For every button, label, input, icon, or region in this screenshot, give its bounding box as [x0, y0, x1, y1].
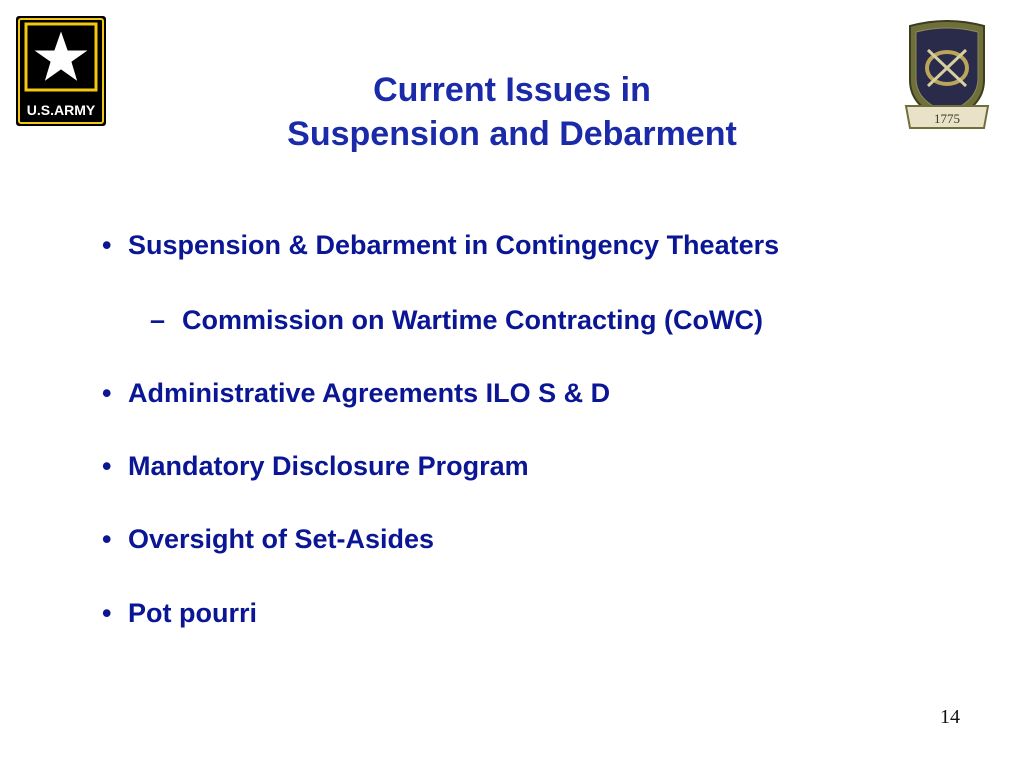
bullet-item: [102, 597, 257, 629]
bullet-text: Mandatory Disclosure Program: [128, 451, 529, 481]
sub-bullet-item: [150, 304, 763, 336]
bullet-item: [102, 450, 529, 482]
bullet-marker: •: [102, 598, 112, 628]
bullet-text: Suspension & Debarment in Contingency Theaters: [128, 230, 780, 260]
bullet-marker: •: [102, 230, 112, 260]
bullet-text: Administrative Agreements ILO S & D: [128, 378, 611, 408]
bullet-marker: •: [102, 524, 112, 554]
bullet-marker: •: [102, 378, 112, 408]
bullet-item: [102, 523, 435, 555]
army-logo-text: U.S.ARMY: [26, 102, 96, 118]
bullet-marker: •: [102, 451, 112, 481]
bullet-text: Pot pourri: [128, 598, 257, 628]
crest-year: 1775: [934, 111, 960, 126]
bullet-item: [102, 377, 611, 409]
title-line-2: Suspension and Debarment: [287, 115, 737, 153]
title-line-1: Current Issues in: [373, 71, 651, 109]
bullet-text: Oversight of Set-Asides: [128, 524, 435, 554]
page-number: 14: [940, 706, 960, 728]
sub-bullet-marker: –: [150, 305, 166, 335]
bullet-item: [102, 229, 780, 261]
sub-bullet-text: Commission on Wartime Contracting (CoWC): [182, 305, 763, 335]
